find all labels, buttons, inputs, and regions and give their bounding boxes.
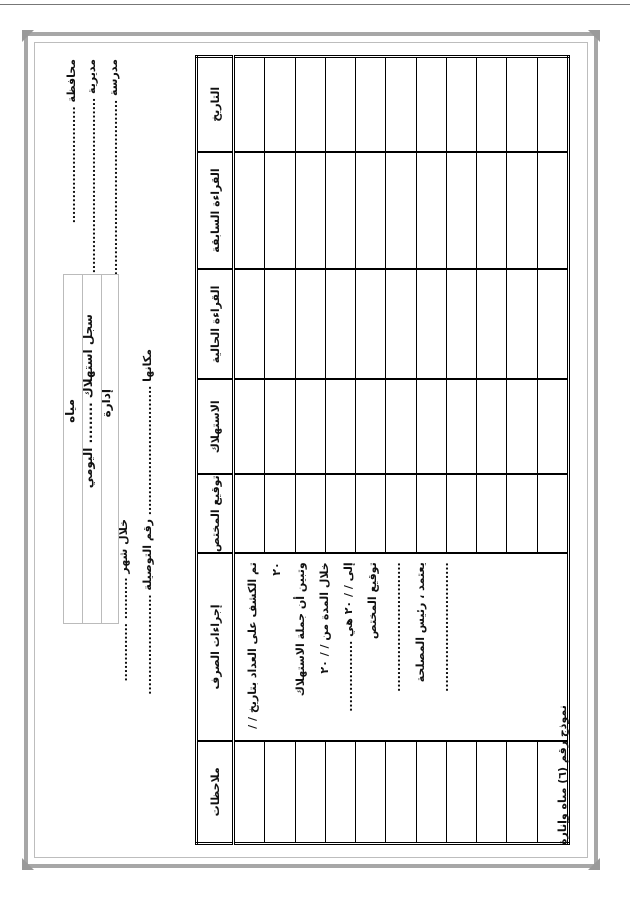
table-cell[interactable] bbox=[507, 57, 537, 152]
table-cell[interactable] bbox=[356, 741, 386, 844]
table-cell[interactable] bbox=[507, 152, 537, 270]
table-cell[interactable] bbox=[446, 474, 476, 553]
table-cell[interactable] bbox=[446, 380, 476, 475]
procedure-line: يعتمد ، رئيس المصلحة bbox=[414, 562, 427, 683]
table-cell[interactable] bbox=[386, 269, 416, 379]
table-cell[interactable] bbox=[537, 474, 568, 553]
table-cell[interactable] bbox=[234, 380, 265, 475]
table-cell[interactable] bbox=[416, 152, 446, 270]
table-cell[interactable] bbox=[295, 741, 325, 844]
governorate-label: محافظة ............................ bbox=[65, 59, 78, 224]
procedure-line: وتبين أن جملة الاستهلاك bbox=[294, 562, 307, 697]
col-consumption: الاستهلاك bbox=[197, 380, 234, 475]
code-box bbox=[63, 274, 119, 624]
admin-label: إدارة bbox=[99, 389, 113, 418]
procedure-line: خلال المدة من / / ٢٠ bbox=[318, 562, 331, 674]
table-cell[interactable] bbox=[477, 57, 507, 152]
table-cell[interactable] bbox=[477, 152, 507, 270]
table-cell[interactable] bbox=[234, 152, 265, 270]
school-label: مدرسة .......................................... bbox=[107, 59, 120, 276]
location-label: مكانها ............................... bbox=[141, 349, 154, 516]
corner-ornament-icon bbox=[22, 858, 34, 870]
procedure-line: ............................... bbox=[390, 562, 403, 692]
table-cell[interactable] bbox=[416, 741, 446, 844]
code-box-row bbox=[83, 275, 102, 623]
table-cell[interactable] bbox=[265, 57, 295, 152]
top-rule bbox=[0, 4, 630, 5]
table-row bbox=[234, 57, 265, 844]
table-header-row bbox=[197, 57, 234, 844]
table-cell[interactable] bbox=[507, 380, 537, 475]
table-cell[interactable] bbox=[295, 380, 325, 475]
corner-ornament-icon bbox=[22, 30, 34, 42]
table-cell[interactable] bbox=[537, 152, 568, 270]
table-cell[interactable] bbox=[507, 269, 537, 379]
table-cell[interactable] bbox=[446, 152, 476, 270]
table-cell[interactable] bbox=[325, 380, 355, 475]
table-cell[interactable] bbox=[356, 380, 386, 475]
table-cell[interactable] bbox=[537, 380, 568, 475]
table-cell[interactable] bbox=[537, 269, 568, 379]
table-cell[interactable] bbox=[325, 741, 355, 844]
consumption-table-wrap bbox=[195, 55, 570, 845]
table-cell[interactable] bbox=[265, 269, 295, 379]
table-cell[interactable] bbox=[356, 152, 386, 270]
col-date: التاريخ bbox=[197, 57, 234, 152]
table-cell[interactable] bbox=[325, 152, 355, 270]
table-cell[interactable] bbox=[356, 474, 386, 553]
table-cell[interactable] bbox=[537, 57, 568, 152]
col-procedure: إجراءات الصرف bbox=[197, 553, 234, 740]
table-cell[interactable] bbox=[386, 741, 416, 844]
table-cell[interactable] bbox=[325, 57, 355, 152]
table-cell[interactable] bbox=[386, 57, 416, 152]
col-current-reading: القراءة الحالية bbox=[197, 269, 234, 379]
procedure-line: تم الكشف على العداد بتاريخ / / ٢٠ bbox=[246, 562, 283, 729]
code-box-row bbox=[64, 275, 83, 623]
procedure-line: ............................... bbox=[438, 562, 451, 692]
table-body bbox=[234, 57, 569, 844]
table-cell[interactable] bbox=[265, 380, 295, 475]
water-title: مياه bbox=[63, 399, 77, 423]
table-cell[interactable] bbox=[477, 474, 507, 553]
table-cell[interactable] bbox=[416, 474, 446, 553]
table-cell[interactable] bbox=[265, 741, 295, 844]
table-cell[interactable] bbox=[446, 269, 476, 379]
table-cell[interactable] bbox=[356, 269, 386, 379]
table-cell[interactable] bbox=[507, 474, 537, 553]
table-cell[interactable] bbox=[507, 741, 537, 844]
procedure-cell bbox=[234, 553, 569, 740]
form-number: نموذج رقم (٦) مياه وإنارة bbox=[556, 705, 569, 845]
connection-number-label: رقم التوصيلة ........................ bbox=[141, 519, 154, 695]
table-cell[interactable] bbox=[265, 152, 295, 270]
procedure-line: إلى / / ٢٠ هي ................. bbox=[342, 562, 355, 712]
table-cell[interactable] bbox=[386, 474, 416, 553]
table-cell[interactable] bbox=[325, 474, 355, 553]
table-cell[interactable] bbox=[416, 269, 446, 379]
table-cell[interactable] bbox=[416, 57, 446, 152]
col-previous-reading: القراءة السابقة bbox=[197, 152, 234, 270]
corner-ornament-icon bbox=[588, 858, 600, 870]
table-cell[interactable] bbox=[295, 57, 325, 152]
col-signature: توقيع المختص bbox=[197, 474, 234, 553]
procedure-line: توقيع المختص bbox=[366, 562, 379, 640]
table-cell[interactable] bbox=[416, 380, 446, 475]
month-label: خلال شهر .......... .............. bbox=[117, 519, 130, 682]
table-cell[interactable] bbox=[446, 57, 476, 152]
table-cell[interactable] bbox=[234, 474, 265, 553]
table-cell[interactable] bbox=[295, 474, 325, 553]
table-cell[interactable] bbox=[234, 57, 265, 152]
register-title: سجل استهلاك ......... اليومي bbox=[81, 314, 95, 489]
table-cell[interactable] bbox=[477, 741, 507, 844]
table-cell[interactable] bbox=[295, 152, 325, 270]
corner-ornament-icon bbox=[588, 30, 600, 42]
table-cell[interactable] bbox=[386, 152, 416, 270]
table-cell[interactable] bbox=[234, 269, 265, 379]
table-cell[interactable] bbox=[325, 269, 355, 379]
table-cell[interactable] bbox=[386, 380, 416, 475]
table-cell[interactable] bbox=[477, 269, 507, 379]
directorate-label: مديرية .......................................... bbox=[85, 59, 98, 274]
table-cell[interactable] bbox=[356, 57, 386, 152]
table-cell[interactable] bbox=[446, 741, 476, 844]
consumption-table bbox=[195, 55, 570, 845]
table-cell[interactable] bbox=[234, 741, 265, 844]
table-cell[interactable] bbox=[295, 269, 325, 379]
col-notes: ملاحظات bbox=[197, 741, 234, 844]
table-cell[interactable] bbox=[477, 380, 507, 475]
form-sheet bbox=[55, 49, 575, 849]
table-cell[interactable] bbox=[265, 474, 295, 553]
